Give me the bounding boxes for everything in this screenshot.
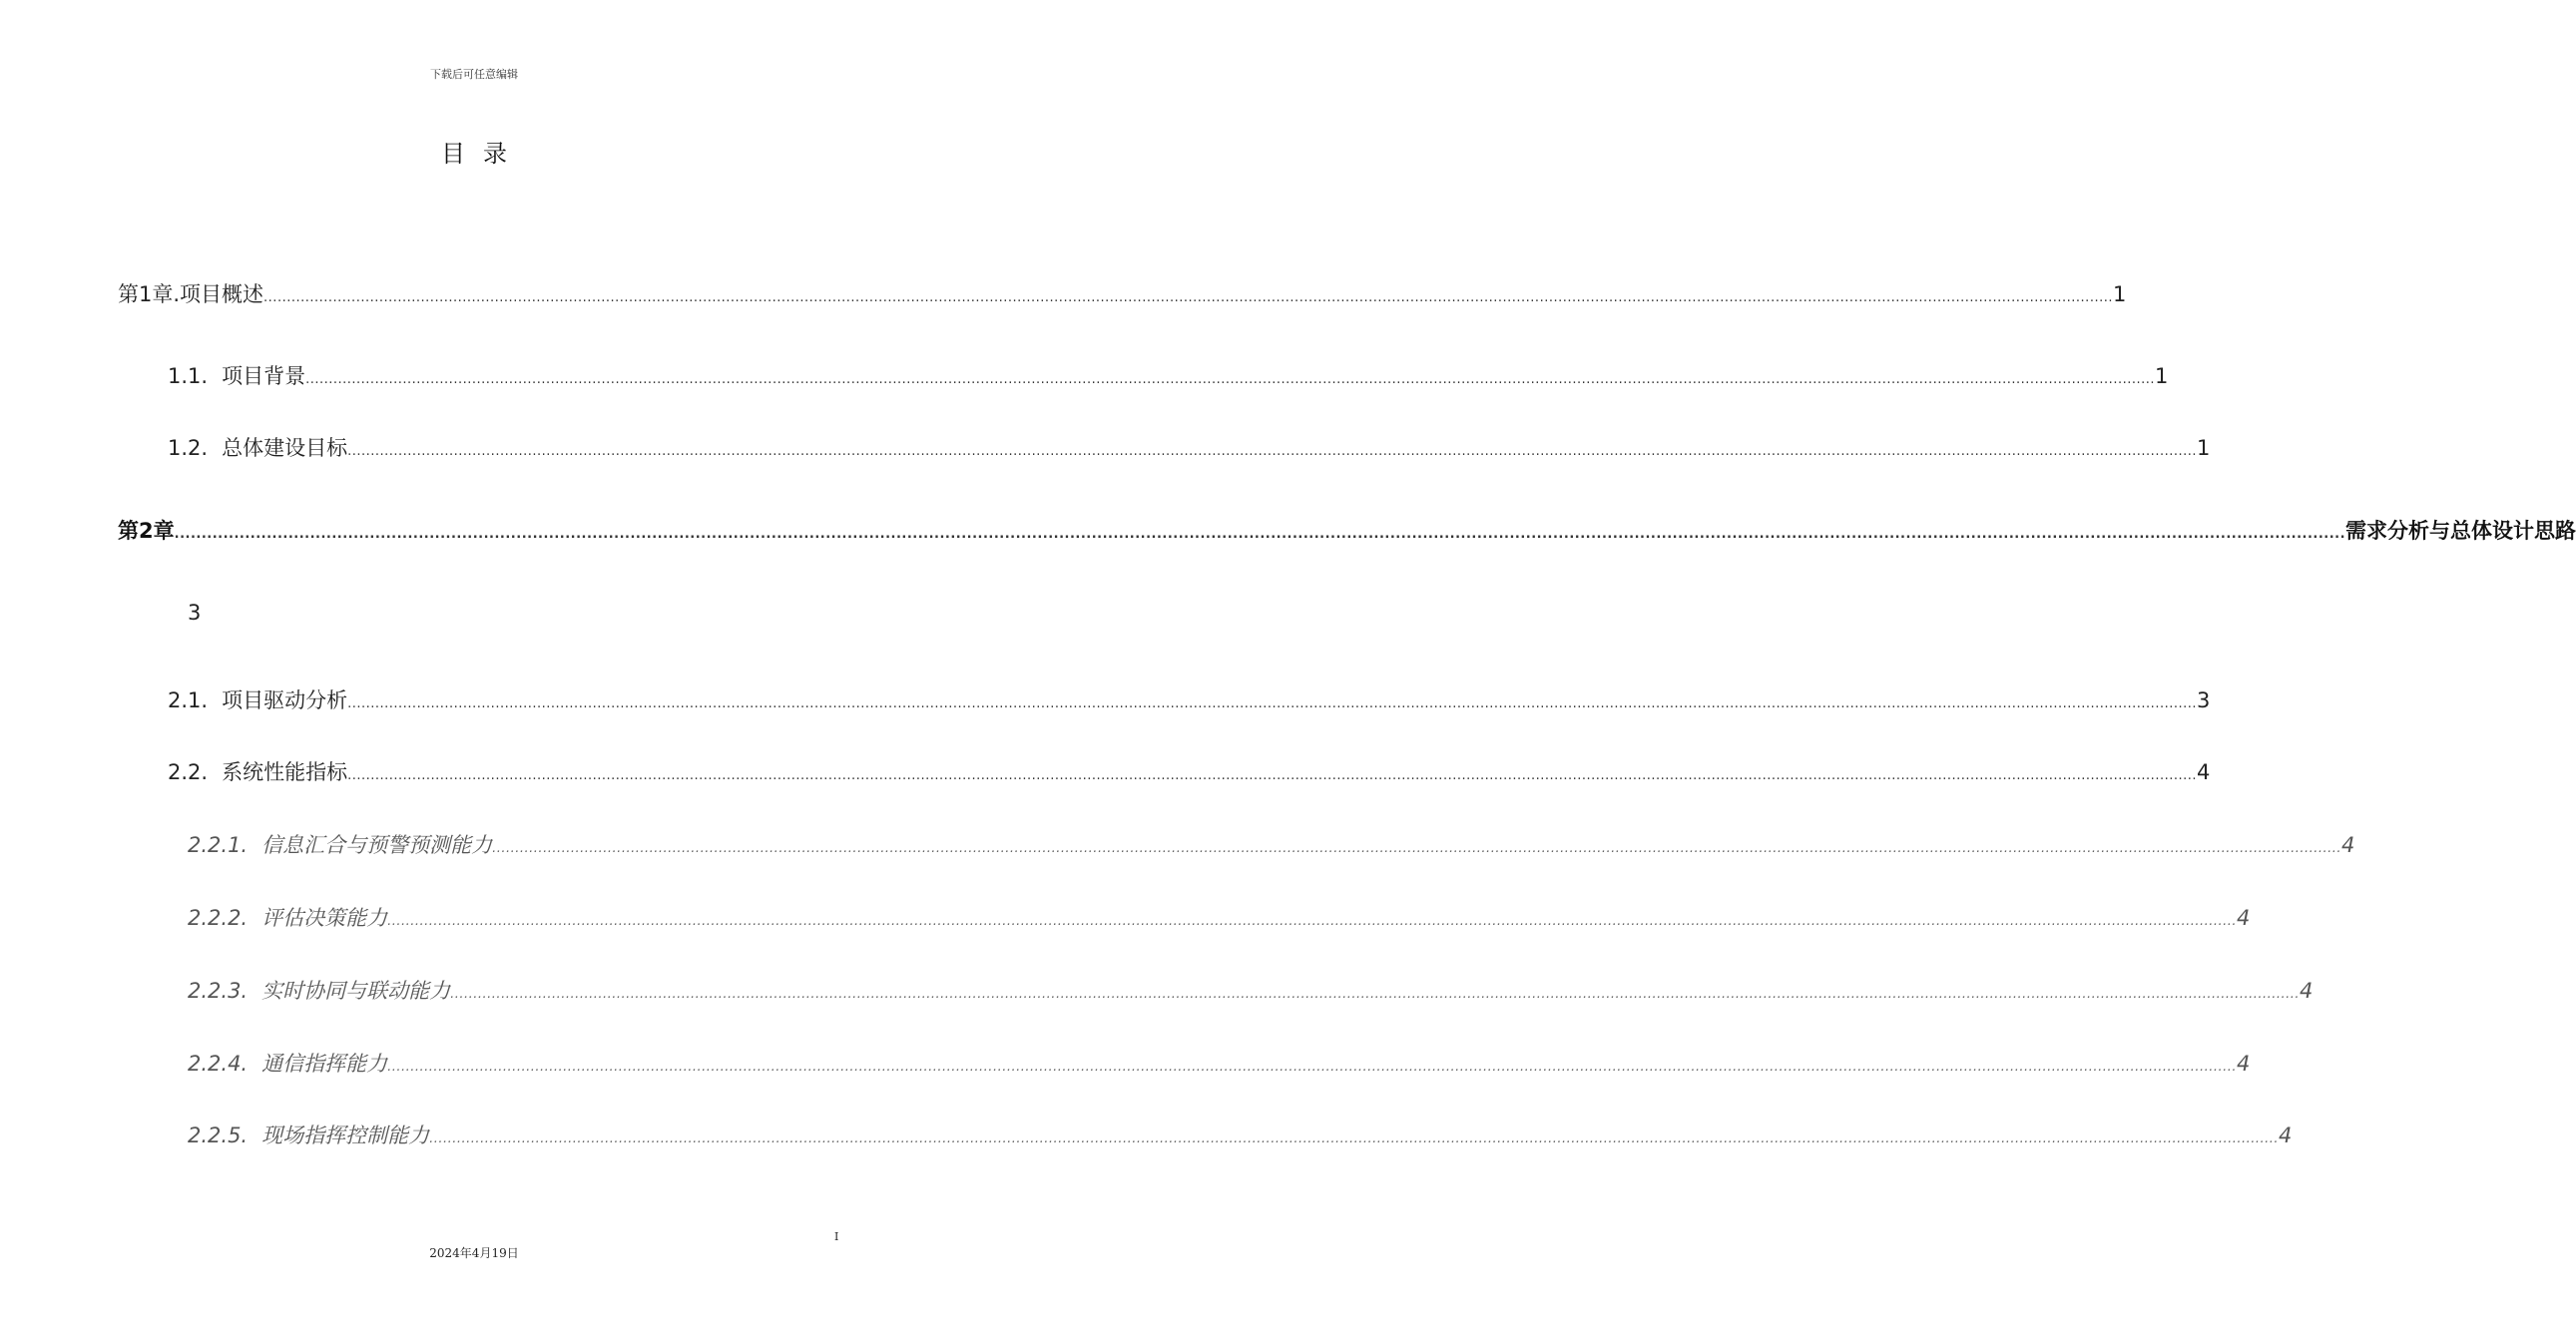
- toc-entry-chapter-1[interactable]: [118, 278, 2127, 308]
- toc-leader-dots: ................................................................................................................................................................................................................................................................................................................................................................................................................: [263, 290, 2113, 305]
- toc-entry-page: 4: [2237, 1052, 2251, 1076]
- toc-entry-page: 3: [188, 601, 202, 625]
- toc-entry-title: 项目概述: [180, 282, 264, 306]
- toc-leader-dots: ................................................................................................................................................................................................................................................................................................................................................................................................................: [450, 987, 2301, 1002]
- toc-entry-1-1[interactable]: [168, 360, 2169, 390]
- page-header-note: 下载后可任意编辑: [430, 68, 518, 81]
- toc-entry-title: 系统性能指标: [222, 760, 348, 784]
- toc-leader-dots: ................................................................................................................................................................................................................................................................................................................................................................................................................: [387, 1060, 2238, 1075]
- toc-entry-2-2-1[interactable]: [188, 829, 2355, 859]
- toc-title: 目录: [441, 140, 525, 168]
- toc-entry-page: 3: [2197, 688, 2211, 712]
- toc-leader-dots: ................................................................................................................................................................................................................................................................................................................................................................................................................: [347, 768, 2198, 783]
- toc-entry-number: 2.1.: [168, 688, 209, 712]
- toc-entry-chapter-2[interactable]: [118, 515, 2576, 545]
- toc-entry-page: 1: [2197, 436, 2211, 460]
- toc-entry-number: 2.2.3.: [188, 979, 249, 1003]
- toc-entry-title: 评估决策能力: [261, 906, 388, 930]
- toc-entry-number: 第1章.: [118, 282, 181, 306]
- toc-leader-dots: ................................................................................................................................................................................................................................................................................................................................................................................................................: [347, 696, 2198, 711]
- toc-entry-2-1[interactable]: [168, 684, 2211, 714]
- toc-leader-dots: ................................................................................................................................................................................................................................................................................................................................................................................................................: [305, 372, 2156, 387]
- toc-entry-number: 2.2.1.: [188, 833, 249, 857]
- toc-entry-title: 现场指挥控制能力: [261, 1123, 430, 1147]
- toc-leader-dots: ................................................................................................................................................................................................................................................................................................................................................................................................................: [429, 1131, 2280, 1146]
- toc-entry-2-2[interactable]: [168, 756, 2211, 786]
- toc-entry-number: 1.1.: [168, 364, 209, 388]
- toc-entry-title: 信息汇合与预警预测能力: [261, 833, 493, 857]
- toc-entry-page: 4: [2279, 1123, 2293, 1147]
- toc-entry-number: 2.2.4.: [188, 1052, 249, 1076]
- toc-leader-dots: ................................................................................................................................................................................................................................................................................................................................................................................................................: [492, 841, 2342, 856]
- toc-entry-title: 实时协同与联动能力: [261, 979, 451, 1003]
- toc-entry-page: 4: [2197, 760, 2211, 784]
- toc-entry-number: 2.2.2.: [188, 906, 249, 930]
- toc-entry-number: 1.2.: [168, 436, 209, 460]
- footer-date: 2024年4月19日: [429, 1246, 519, 1260]
- toc-entry-title: 需求分析与总体设计思路: [2345, 519, 2576, 543]
- toc-entry-page: 4: [2341, 833, 2355, 857]
- toc-entry-title: 项目背景: [222, 364, 306, 388]
- footer-page-marker: I: [834, 1230, 839, 1243]
- toc-entry-page: 4: [2300, 979, 2314, 1003]
- toc-entry-title: 项目驱动分析: [222, 688, 348, 712]
- toc-entry-number: 2.2.5.: [188, 1123, 249, 1147]
- toc-leader-dots: ................................................................................................................................................................................................................................................................................................................................................................................................................: [387, 914, 2238, 929]
- toc-entry-title: 通信指挥能力: [261, 1052, 388, 1076]
- toc-entry-2-2-5[interactable]: [188, 1119, 2293, 1149]
- toc-leader-dots: ................................................................................................................................................................................................................................................................................................................................................................................................................: [174, 527, 2346, 542]
- toc-entry-2-2-2[interactable]: [188, 902, 2251, 932]
- toc-entry-2-2-3[interactable]: [188, 975, 2314, 1005]
- toc-entry-title: 总体建设目标: [222, 436, 348, 460]
- toc-entry-number: 2.2.: [168, 760, 209, 784]
- toc-entry-2-2-4[interactable]: [188, 1048, 2251, 1078]
- toc-entry-page: 1: [2155, 364, 2169, 388]
- toc-entry-page: 1: [2112, 282, 2127, 306]
- toc-entry-page: 4: [2237, 906, 2251, 930]
- toc-entry-number: 第2章: [118, 519, 175, 543]
- toc-leader-dots: ................................................................................................................................................................................................................................................................................................................................................................................................................: [347, 444, 2198, 459]
- toc-entry-1-2[interactable]: [168, 432, 2211, 462]
